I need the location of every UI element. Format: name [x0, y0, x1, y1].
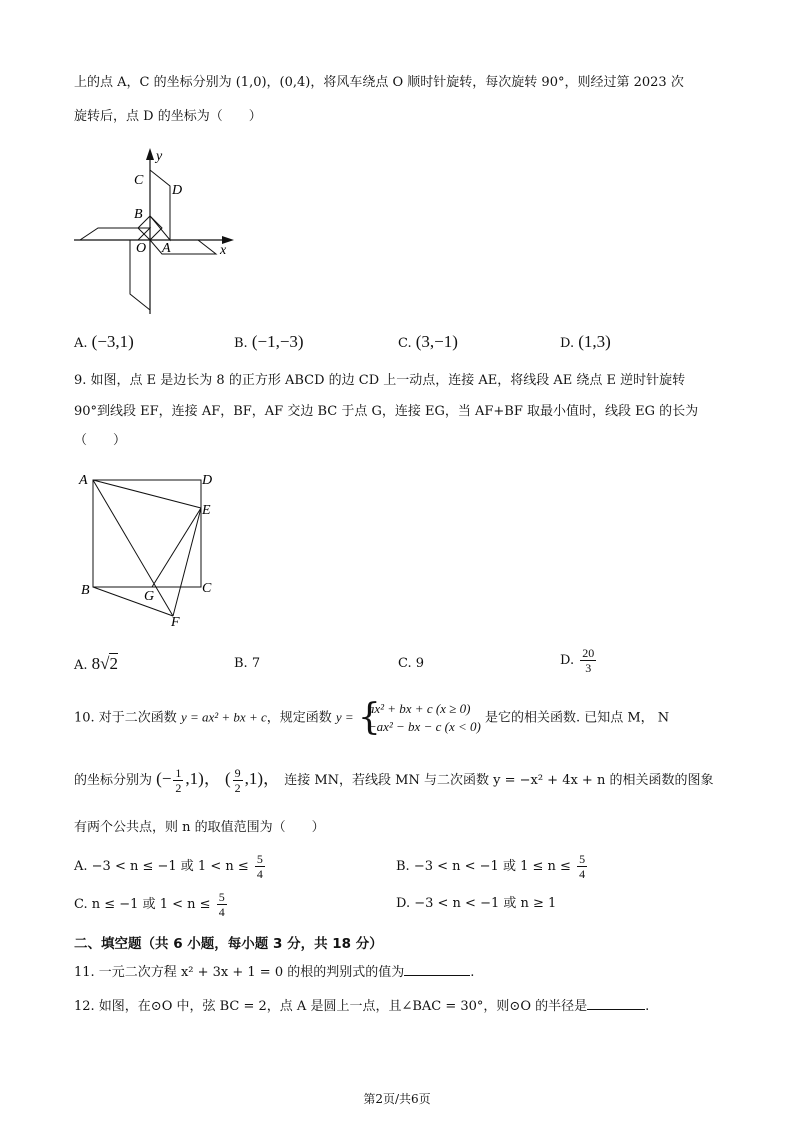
- q9-square-figure: [70, 468, 220, 628]
- q12-text: 12. 如图，在⊙O 中，弦 BC = 2，点 A 是圆上一点，且∠BAC = 30°，则⊙O 的半径是 .: [74, 999, 650, 1014]
- q8-option-a[interactable]: A. (−3,1): [74, 332, 134, 351]
- label-O: O: [136, 241, 147, 256]
- q10-option-d[interactable]: D. −3 < n < −1 或 n ≥ 1: [396, 896, 557, 911]
- label-C: C: [202, 581, 212, 596]
- q9-text-line1: 9. 如图，点 E 是边长为 8 的正方形 ABCD 的边 CD 上一动点，连接 AE，将线段 AE 绕点 E 逆时针旋转: [74, 373, 686, 388]
- q9-option-d[interactable]: D. $\frac{20}{3}$: [560, 646, 595, 675]
- q9-text-line2: 90°到线段 EF，连接 AF，BF，AF 交边 BC 于点 G，连接 EG，当 AF+BF 取最小值时，线段 EG 的长为: [74, 404, 699, 419]
- q10-text-line1: 10. 对于二次函数 y = ax² + bx + c，规定函数 y = { ax² + bx + c (x ≥ 0) −ax² − bx − c (x < 0) 是它的相关函数. 已知点 M， N: [74, 697, 670, 738]
- q8-windmill-figure: [70, 142, 240, 322]
- q10-option-c[interactable]: C. n ≤ −1 或 1 < n ≤ $\frac{5}{4}$: [74, 890, 225, 919]
- q8-text-line1: 上的点 A，C 的坐标分别为 (1,0)，(0,4)，将风车绕点 O 顺时针旋转，每次旋转 90°，则经过第 2023 次: [74, 75, 684, 90]
- q11-answer-blank[interactable]: [404, 963, 470, 976]
- q9-text-line3: （ ）: [74, 433, 127, 448]
- q8-option-d[interactable]: D. (1,3): [560, 332, 611, 351]
- label-D: D: [202, 473, 213, 488]
- q9-option-a[interactable]: A. 8√2: [74, 654, 119, 673]
- label-B: B: [81, 583, 90, 598]
- section-heading-fill-in: 二、填空题（共 6 小题，每小题 3 分，共 18 分）: [74, 936, 383, 952]
- q10-option-b[interactable]: B. −3 < n < −1 或 1 ≤ n ≤ $\frac{5}{4}$: [396, 852, 586, 881]
- label-C: C: [134, 173, 144, 188]
- q12-answer-blank[interactable]: [587, 997, 645, 1010]
- q10-text-line3: 有两个公共点，则 n 的取值范围为（ ）: [74, 820, 325, 835]
- label-A: A: [79, 473, 88, 488]
- label-G: G: [144, 589, 155, 604]
- q8-option-b[interactable]: B. (−1,−3): [234, 332, 304, 351]
- q8-text-line2: 旋转后，点 D 的坐标为（ ）: [74, 109, 262, 124]
- q10-option-a[interactable]: A. −3 < n ≤ −1 或 1 < n ≤ $\frac{5}{4}$: [74, 852, 263, 881]
- page-footer: 第2页/共6页: [363, 1092, 431, 1106]
- label-x: x: [220, 243, 227, 258]
- label-D: D: [172, 183, 183, 198]
- label-F: F: [171, 615, 180, 628]
- q10-text-line2: 的坐标分别为 (− $\frac{1}{2}$ ,1)， ( $\frac{9}{2}$ ,1)， 连接 MN，若线段 MN 与二次函数 y = −x² + 4x + n 的相关函数的图象: [74, 766, 714, 795]
- q11-text: 11. 一元二次方程 x² + 3x + 1 = 0 的根的判别式的值为 .: [74, 965, 475, 980]
- q9-option-c[interactable]: C. 9: [398, 656, 425, 671]
- label-A: A: [162, 241, 171, 256]
- label-E: E: [202, 503, 211, 518]
- label-B: B: [134, 207, 143, 222]
- q8-option-c[interactable]: C. (3,−1): [398, 332, 458, 351]
- label-y: y: [156, 149, 163, 164]
- piecewise-function: { ax² + bx + c (x ≥ 0) −ax² − bx − c (x < 0): [357, 697, 481, 738]
- q9-option-b[interactable]: B. 7: [234, 656, 261, 671]
